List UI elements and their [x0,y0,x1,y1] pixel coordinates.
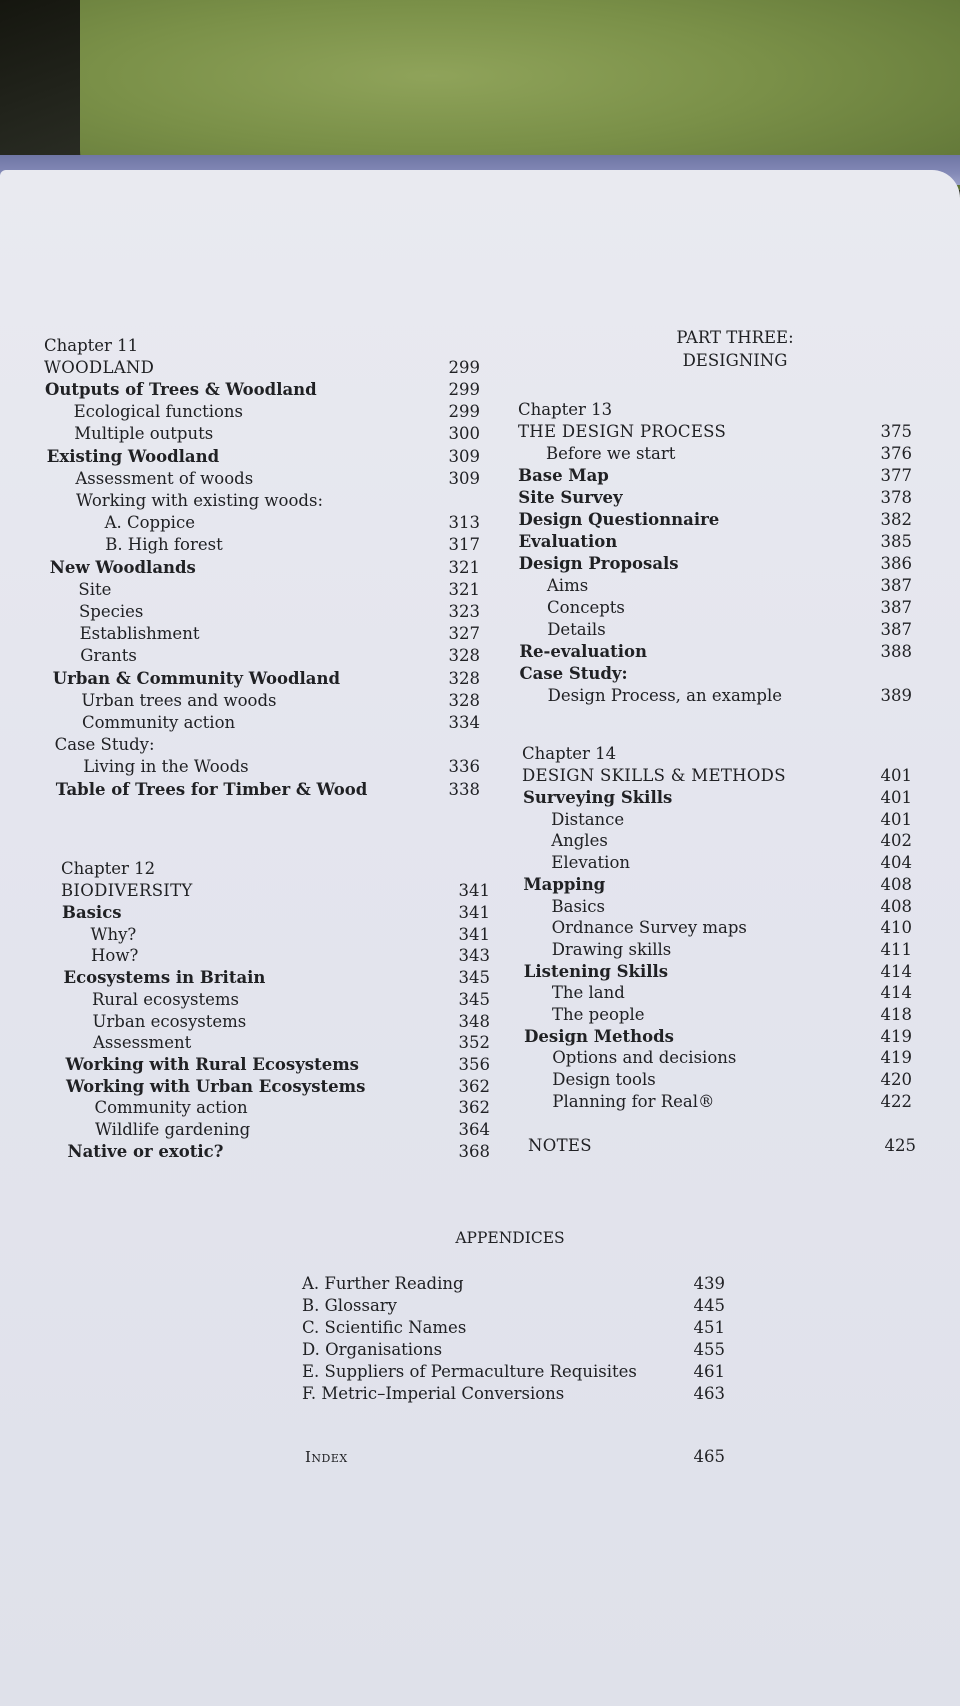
toc-entry-page: 362 [458,1098,490,1118]
toc-entry-label: Distance [551,809,625,829]
toc-entry-page: 455 [693,1340,725,1359]
toc-entry [62,902,490,924]
toc-entry [519,575,912,597]
toc-entry-label: Re-evaluation [519,642,648,661]
toc-entry-page: 345 [458,989,490,1009]
toc-entry-page: 309 [448,468,480,488]
toc-entry-label: Rural ecosystems [92,989,240,1009]
toc-entry [56,779,480,801]
chapter11-title-page: 299 [448,358,480,377]
chapter11-label: Chapter 11 [44,336,139,355]
toc-entry-label: Case Study: [519,664,628,683]
toc-entry-page: 404 [880,853,912,873]
toc-entry-page: 387 [880,598,912,617]
toc-entry-page: 401 [880,809,912,829]
chapter12-title: BIODIVERSITY [61,881,193,900]
toc-entry [65,1011,491,1033]
toc-entry-label: Community action [82,713,236,732]
chapter14-title-page: 401 [880,766,912,785]
toc-entry [66,1076,490,1098]
toc-entry-label: Ordnance Survey maps [551,918,747,938]
toc-entry [48,490,480,512]
toc-entry-label: Wildlife gardening [95,1120,251,1139]
toc-entry-label: D. Organisations [302,1340,443,1359]
chapter14-title-row [522,765,912,787]
toc-entry-page: 420 [880,1070,912,1090]
index-row [305,1446,725,1468]
toc-entry-page: 388 [880,642,912,661]
toc-entry-page: 334 [448,713,480,732]
toc-entry [524,896,913,918]
toc-entry [524,1091,912,1113]
toc-entry [50,579,480,601]
toc-entry-page: 410 [880,918,912,938]
toc-entry-label: Design Proposals [518,554,679,573]
chapter14-label: Chapter 14 [522,744,617,763]
toc-entry [523,830,912,852]
toc-entry-page: 382 [880,510,912,529]
toc-entry-page: 345 [458,968,490,988]
book-page [0,170,960,1706]
toc-entry-page: 336 [448,757,480,777]
toc-entry [524,961,912,983]
toc-entry-label: Outputs of Trees & Woodland [45,380,317,399]
toc-entry-label: Basics [62,903,122,922]
toc-entry [47,468,480,490]
toc-entry [302,1339,725,1361]
toc-entry-label: Design Methods [524,1026,674,1046]
toc-entry-label: A. Further Reading [302,1274,464,1293]
toc-entry-page: 299 [448,380,480,399]
toc-entry [53,690,480,712]
toc-entry-label: Mapping [523,874,606,894]
toc-entry-page: 328 [448,668,480,688]
toc-entry-label: Drawing skills [551,939,672,959]
toc-entry [302,1317,725,1339]
toc-entry [523,809,912,831]
toc-entry-page: 321 [448,579,480,599]
toc-entry [524,939,912,961]
toc-entry-page: 414 [880,983,912,1003]
toc-entry-page: 419 [880,1026,912,1046]
chapter12-title-row [61,880,490,902]
toc-entry-page: 401 [880,788,912,807]
toc-entry-page: 461 [693,1362,725,1381]
notes-row [528,1135,916,1157]
toc-entry-label: Living in the Woods [83,757,249,777]
toc-entry-label: Details [547,620,606,639]
toc-entry [66,1054,491,1076]
toc-entry-page: 323 [448,602,480,621]
chapter13-title-row [518,421,912,443]
toc-entry-label: Multiple outputs [74,424,214,444]
toc-entry-label: Design Process, an example [547,686,783,705]
toc-entry-label: The people [552,1005,645,1024]
chapter12-label: Chapter 12 [61,859,156,878]
toc-entry-page: 377 [880,466,912,485]
toc-entry [524,982,912,1004]
toc-entry-label: Existing Woodland [46,446,220,466]
toc-entry [55,756,480,778]
toc-entry-page: 387 [880,576,912,595]
chapter12-title-page: 341 [458,881,490,900]
toc-entry-label: B. Glossary [302,1296,397,1315]
toc-entry [518,509,912,531]
toc-entry-page: 356 [458,1054,490,1074]
toc-entry-label: Urban trees and woods [81,690,277,710]
chapter14-title: DESIGN SKILLS & METHODS [522,766,786,785]
toc-entry-page: 338 [448,779,480,799]
toc-entry-label: Elevation [551,853,631,873]
toc-entry [55,734,480,756]
toc-entry-page: 300 [448,424,480,444]
toc-entry [63,945,490,967]
toc-entry [523,874,912,896]
toc-entry [64,989,490,1011]
toc-entry-label: E. Suppliers of Permaculture Requisites [302,1362,637,1381]
toc-entry [519,553,912,575]
toc-entry-label: Grants [80,646,137,666]
toc-entry [67,1119,490,1141]
toc-entry-page: 389 [880,686,912,705]
toc-entry-label: Site [78,579,112,599]
toc-entry-page: 352 [458,1033,490,1053]
part-heading-line2: DESIGNING [682,351,788,370]
toc-entry [523,852,912,874]
toc-entry-label: Concepts [547,598,625,617]
toc-entry-label: Aims [546,576,589,595]
index-page: 465 [693,1447,725,1466]
toc-entry-page: 341 [458,903,490,922]
toc-entry-page: 451 [693,1318,725,1337]
toc-entry-page: 368 [458,1141,490,1161]
toc-entry [63,924,491,946]
toc-entry-page: 419 [880,1048,912,1068]
toc-entry-label: New Woodlands [49,557,196,577]
toc-entry-page: 414 [880,961,912,981]
toc-entry-label: How? [91,946,139,966]
toc-entry [523,787,912,809]
toc-entry [53,668,480,690]
toc-entry-label: Working with existing woods: [76,491,324,510]
toc-entry-label: Case Study: [54,735,155,755]
toc-entry-page: 313 [448,513,480,533]
toc-entry-page: 364 [458,1120,490,1139]
toc-entry-page: 418 [880,1005,912,1024]
part-heading-line1: PART THREE: [676,328,794,347]
toc-entry-page: 445 [693,1296,725,1315]
toc-entry-label: Before we start [546,444,676,463]
toc-entry-page: 385 [880,532,912,551]
toc-entry-label: Assessment [93,1033,192,1053]
toc-entry [519,531,912,553]
chapter13-label: Chapter 13 [518,400,613,419]
toc-entry-label: B. High forest [105,535,223,555]
appendices-title: APPENDICES [455,1229,565,1247]
toc-entry [518,487,912,509]
toc-entry-label: Ecosystems in Britain [63,968,266,988]
toc-entry [519,619,912,641]
chapter13-title-page: 375 [880,422,912,441]
toc-entry [49,512,480,534]
toc-entry-label: Design Questionnaire [518,510,720,529]
toc-entry-label: Species [79,602,144,621]
toc-entry-page: 408 [880,874,912,894]
toc-entry-page: 343 [458,946,490,966]
toc-entry-label: The land [551,983,625,1003]
toc-entry-label: C. Scientific Names [302,1318,467,1337]
toc-entry [46,423,480,445]
toc-entry [64,967,491,989]
toc-entry-label: Urban ecosystems [92,1011,247,1031]
toc-entry [524,1047,912,1069]
toc-entry-label: Surveying Skills [523,788,673,807]
toc-entry [51,601,480,623]
toc-entry [520,685,912,707]
toc-entry-page: 321 [448,557,480,577]
chapter11-title: WOODLAND [44,358,155,377]
toc-entry [524,1004,912,1026]
toc-entry-page: 341 [458,924,490,944]
toc-entry [518,465,912,487]
toc-entry [50,557,480,579]
toc-entry-page: 378 [880,488,912,507]
toc-entry [302,1361,725,1383]
toc-entry-page: 439 [693,1274,725,1293]
toc-entry [52,623,480,645]
toc-entry-label: Assessment of woods [75,468,254,488]
toc-entry-label: Urban & Community Woodland [52,668,340,688]
toc-entry [524,1026,912,1048]
toc-entry-page: 386 [880,554,912,573]
toc-entry [520,663,913,685]
toc-entry-label: Establishment [79,624,200,644]
toc-entry-page: 411 [880,939,912,959]
toc-entry-label: Listening Skills [523,961,669,981]
toc-entry-page: 317 [448,535,480,555]
toc-entry [47,446,480,468]
toc-entry-page: 422 [880,1091,912,1111]
toc-entry [524,917,912,939]
toc-entry [52,645,480,667]
toc-entry-label: Options and decisions [552,1048,737,1068]
toc-entry-label: A. Coppice [104,513,195,533]
toc-entry-page: 328 [448,646,480,666]
notes-label: NOTES [528,1136,592,1155]
toc-entry-label: Working with Rural Ecosystems [65,1054,359,1074]
toc-entry-label: Base Map [518,466,609,485]
toc-entry [68,1141,491,1163]
toc-entry-label: Planning for Real® [552,1091,715,1111]
toc-entry [45,379,480,401]
index-label: Index [305,1448,348,1466]
toc-entry-label: Working with Urban Ecosystems [66,1076,366,1096]
chapter11-title-row [44,357,480,379]
toc-entry-page: 463 [693,1384,725,1403]
toc-entry-label: Basics [551,896,605,916]
toc-entry-page: 328 [448,690,480,710]
toc-entry [302,1273,725,1295]
toc-entry [46,401,480,423]
toc-entry-page: 299 [448,402,480,422]
notes-page: 425 [884,1136,916,1155]
toc-entry [67,1097,491,1119]
toc-entry [519,641,912,663]
toc-entry-page: 309 [448,446,480,466]
toc-entry [519,597,912,619]
toc-entry-label: Angles [551,831,608,851]
toc-entry-label: Evaluation [518,532,618,551]
toc-entry-label: Site Survey [518,488,623,507]
toc-entry-page: 402 [880,831,912,851]
toc-entry [54,712,480,734]
toc-entry-page: 362 [458,1076,490,1096]
toc-entry [49,534,480,556]
toc-entry-page: 376 [880,444,912,463]
toc-entry-label: Table of Trees for Timber & Wood [55,779,368,799]
toc-entry [302,1383,725,1405]
toc-entry-label: F. Metric–Imperial Conversions [302,1384,565,1403]
toc-entry-label: Design tools [552,1070,656,1090]
toc-entry-page: 387 [880,620,912,639]
toc-entry-label: Ecological functions [73,402,244,422]
chapter13-title: THE DESIGN PROCESS [518,422,727,441]
toc-entry [302,1295,725,1317]
toc-entry-page: 408 [880,896,912,916]
toc-entry [518,443,912,465]
toc-entry [65,1032,490,1054]
toc-entry [524,1069,912,1091]
toc-entry-label: Native or exotic? [67,1141,224,1161]
toc-entry-page: 327 [448,624,480,644]
toc-entry-label: Why? [90,924,137,944]
toc-entry-page: 348 [458,1011,490,1031]
toc-entry-label: Community action [94,1098,248,1118]
